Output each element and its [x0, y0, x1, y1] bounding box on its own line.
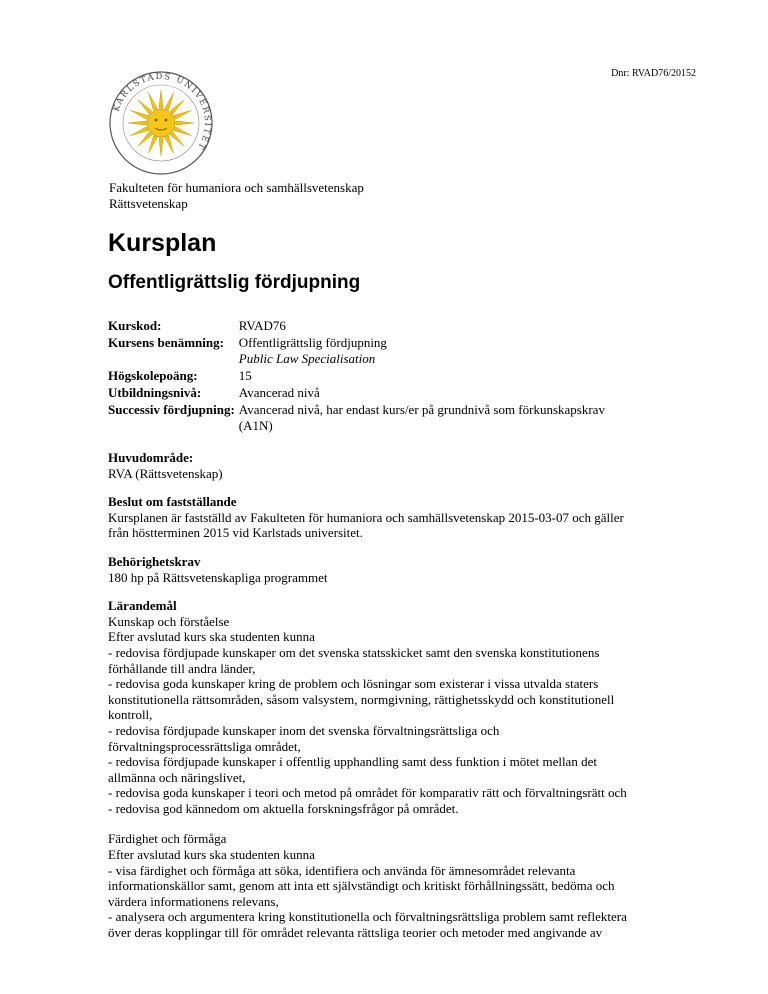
outcome-line: Efter avslutad kurs ska studenten kunna: [108, 847, 315, 863]
outcome-line: värdera informationens relevans,: [108, 893, 279, 909]
sun-ray: [159, 90, 163, 108]
section-eligibility: [108, 554, 678, 585]
sun-ray: [131, 127, 149, 136]
sun-ray: [148, 136, 157, 154]
fact-row: [108, 368, 605, 385]
fact-row: [108, 335, 605, 368]
sun-ray: [159, 138, 163, 156]
outcome-line: Efter avslutad kurs ska studenten kunna: [108, 629, 315, 645]
sun-ray: [128, 121, 146, 125]
outcome-line: Färdighet och förmåga: [108, 831, 227, 847]
sun-ray: [174, 110, 192, 119]
fact-value: [239, 335, 605, 368]
section-line: från höstterminen 2015 vid Karlstads universitet.: [108, 525, 363, 541]
course-name-english: Public Law Specialisation: [238, 351, 376, 366]
sun-ray: [165, 93, 174, 111]
outcome-line: informationskällor samt, genom att inta ett självständigt och kritiskt förhållningssätt, bedöma och: [108, 878, 615, 894]
fact-key: Successiv fördjupning:: [108, 402, 235, 417]
outcome-line: - redovisa fördjupade kunskaper inom det svenska förvaltningsrättsliga och: [108, 722, 500, 738]
section-heading: Huvudområde:: [108, 450, 194, 465]
outcome-line: - visa färdighet och förmåga att söka, identifiera och använda för ämnesområdet relevanta: [108, 862, 576, 878]
outcome-line: förhållande till andra länder,: [108, 660, 256, 676]
course-name-swedish: Offentligrättslig fördjupning: [238, 335, 387, 350]
fact-row: [108, 402, 605, 435]
fact-key: Kursens benämning:: [108, 335, 224, 350]
fact-key: Utbildningsnivå:: [108, 385, 202, 400]
fact-key: Högskolepoäng:: [108, 368, 198, 383]
outcome-line: allmänna och näringslivet,: [108, 769, 246, 785]
outcome-line: - analysera och argumentera kring konstitutionella och förvaltningsrättsliga problem samt reflektera: [108, 909, 627, 925]
outcome-line: kontroll,: [108, 707, 153, 723]
progression-text: Avancerad nivå, har endast kurs/er på grundnivå som förkunskapskrav: [238, 402, 605, 417]
fact-value: [239, 402, 605, 435]
department-name: Rättsvetenskap: [109, 196, 188, 211]
section-heading: Behörighetskrav: [108, 553, 201, 569]
sun-ray: [138, 100, 152, 114]
course-plan-sections: [108, 450, 678, 954]
fact-value: RVAD76: [238, 318, 286, 333]
fact-row: [108, 385, 605, 402]
outcome-line: - redovisa goda kunskaper kring de problem och lösningar som existerar i vissa utvalda staters: [108, 676, 599, 692]
sun-ray: [170, 132, 184, 146]
document-title: Kursplan: [108, 229, 217, 257]
university-seal-logo: [108, 70, 214, 176]
sun-ray: [170, 100, 184, 114]
outcome-line: över deras kopplingar till för området relevanta rättsliga teorier och metoder med angivande av: [108, 925, 603, 941]
outcome-line: konstitutionella rättsområden, såsom valsystem, normgivning, rättighetsskydd och konstitutionell: [108, 691, 615, 707]
section-text: RVA (Rättsvetenskap): [108, 465, 223, 481]
sun-ray: [138, 132, 152, 146]
outcome-line: Kunskap och förståelse: [108, 613, 230, 629]
knowledge-block: [108, 614, 678, 817]
sun-ray: [148, 93, 157, 111]
section-learning-outcomes: [108, 598, 678, 940]
document-number: Dnr: RVAD76/20152: [611, 68, 696, 79]
outcome-line: - redovisa god kännedom om aktuella forskningsfrågor på området.: [108, 800, 459, 816]
outcome-line: - redovisa fördjupade kunskaper om det svenska statsskicket samt den svenska konstitutionens: [108, 644, 600, 660]
course-title: Offentligrättslig fördjupning: [108, 272, 361, 293]
section-text: 180 hp på Rättsvetenskapliga programmet: [108, 569, 328, 585]
outcome-line: förvaltningsprocessrättsliga området,: [108, 738, 301, 754]
outcome-line: - redovisa goda kunskaper i teori och metod på området för komparativ rätt och förvaltningsrätt och: [108, 785, 627, 801]
faculty-name: Fakulteten för humaniora och samhällsvetenskap: [109, 180, 364, 195]
outcome-line: - redovisa fördjupade kunskaper i offentlig upphandling samt dess funktion i mötet mellan det: [108, 754, 597, 770]
course-facts-table: [108, 318, 605, 435]
section-main-field: [108, 450, 678, 481]
progression-code: (A1N): [238, 418, 273, 433]
section-heading: Beslut om fastställande: [108, 494, 237, 510]
fact-value: Avancerad nivå: [238, 385, 320, 400]
skills-block: [108, 831, 678, 940]
section-heading: Lärandemål: [108, 598, 177, 614]
fact-row: [108, 318, 605, 335]
institution-block: [109, 180, 364, 212]
sun-ray: [176, 121, 194, 125]
seal-text: KARLSTADS UNIVERSITET: [111, 71, 213, 152]
sun-ray: [131, 110, 149, 119]
sun-ray: [165, 136, 174, 154]
section-decision: [108, 494, 678, 541]
fact-value: 15: [238, 368, 252, 383]
section-line: Kursplanen är fastställd av Fakulteten för humaniora och samhällsvetenskap 2015-03-07 och gäller: [108, 509, 624, 525]
fact-key: Kurskod:: [108, 318, 162, 333]
sun-ray: [174, 127, 192, 136]
